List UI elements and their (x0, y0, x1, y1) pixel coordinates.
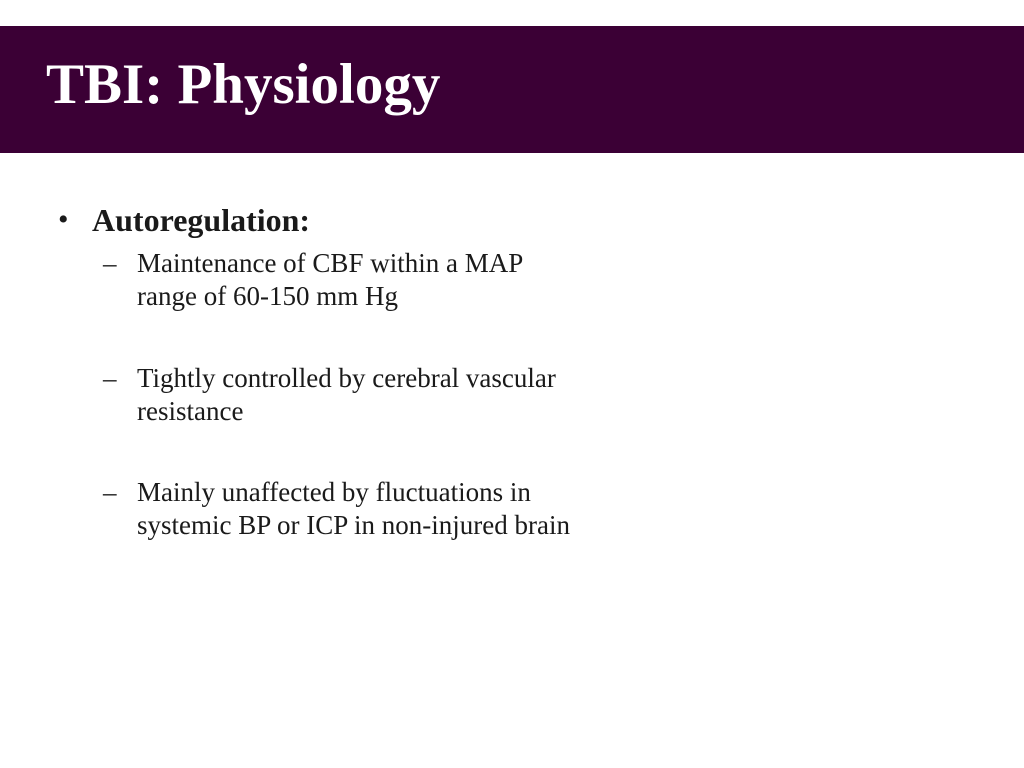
slide-title: TBI: Physiology (46, 53, 441, 116)
sub-bullet-text (137, 476, 703, 542)
sub-bullet-marker: – (103, 363, 117, 393)
sub-bullet-text (137, 247, 703, 313)
sub-bullet-line: Maintenance of CBF within a MAP (137, 248, 524, 278)
sub-bullet-marker: – (103, 477, 117, 507)
sub-bullet-line: Mainly unaffected by fluctuations in (137, 477, 531, 507)
sub-bullet-line: systemic BP or ICP in non-injured brain (137, 510, 570, 540)
bullet-label: Autoregulation: (92, 202, 311, 238)
sub-bullet-line: range of 60-150 mm Hg (137, 281, 398, 311)
sub-bullet-text (137, 362, 703, 428)
sub-bullet-line: Tightly controlled by cerebral vascular (137, 363, 556, 393)
sub-bullet-line: resistance (137, 396, 244, 426)
sub-bullet-marker: – (103, 248, 117, 278)
bullet-marker: • (58, 203, 69, 236)
